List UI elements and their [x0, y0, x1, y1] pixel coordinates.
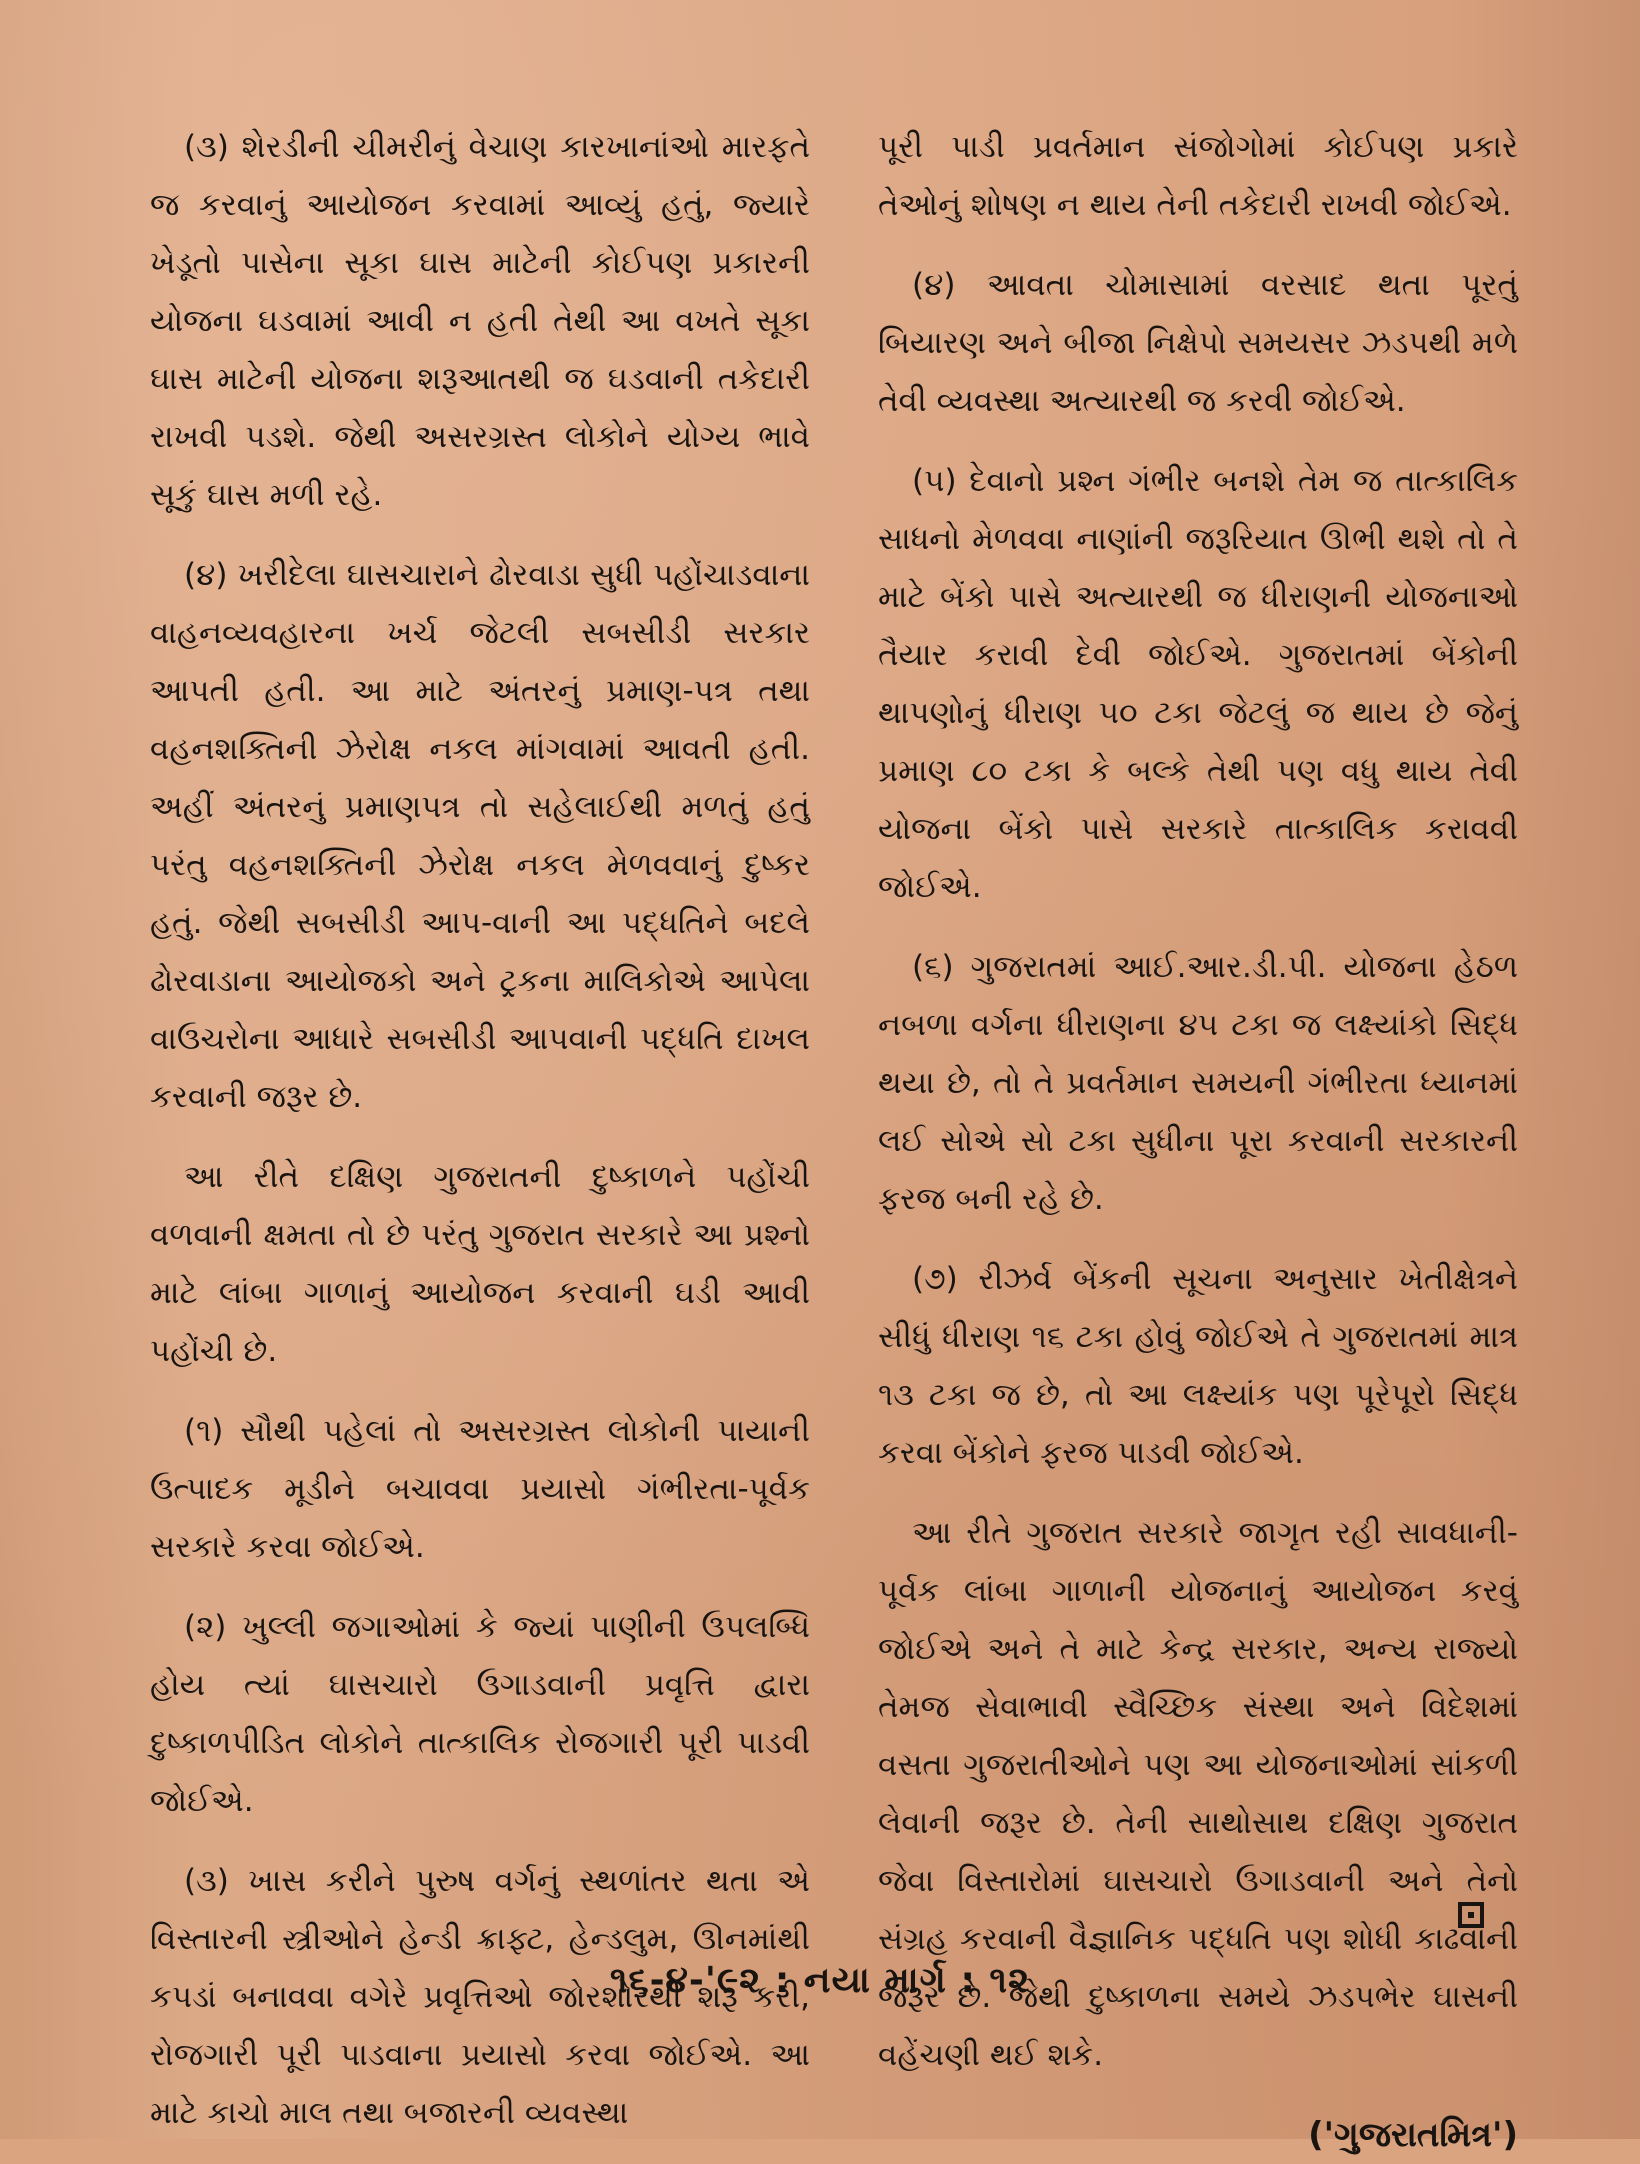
left-column: [150, 118, 810, 2164]
page-footer: ૧૬-૪-'૯૨ : નયા માર્ગ : ૧૨: [609, 1960, 1031, 2001]
paragraph: (૫) દેવાનો પ્રશ્ન ગંભીર બનશે તેમ જ તાત્કાલિક સાધનો મેળવવા નાણાંની જરૂરિયાત ઊભી થશે તો તે માટે બેંકો પાસે અત્યારથી જ ધીરાણની યોજનાઓ તૈયાર કરાવી દેવી જોઈએ. ગુજરાતમાં બેંકોની થાપણોનું ધીરાણ ૫૦ ટકા જેટલું જ થાય છે જેનું પ્રમાણ ૮૦ ટકા કે બલ્કે તેથી પણ વધુ થાય તેવી યોજના બેંકો પાસે સરકારે તાત્કાલિક કરાવવી જોઈએ.: [878, 463, 1518, 905]
paragraph: (૧) સૌથી પહેલાં તો અસરગ્રસ્ત લોકોની પાયાની ઉત્પાદક મૂડીને બચાવવા પ્રયાસો ગંભીરતા-પૂર્વક સરકારે કરવા જોઈએ.: [150, 1413, 810, 1565]
paragraph: (૭) રીઝર્વ બેંકની સૂચના અનુસાર ખેતીક્ષેત્રને સીધું ધીરાણ ૧૬ ટકા હોવું જોઈએ તે ગુજરાતમાં માત્ર ૧૩ ટકા જ છે, તો આ લક્ષ્યાંક પણ પૂરેપૂરો સિદ્ધ કરવા બેંકોને ફરજ પાડવી જોઈએ.: [878, 1261, 1518, 1471]
paragraph: (૩) શેરડીની ચીમરીનું વેચાણ કારખાનાંઓ મારફતે જ કરવાનું આયોજન કરવામાં આવ્યું હતું, જ્યારે ખેડૂતો પાસેના સૂકા ઘાસ માટેની કોઈપણ પ્રકારની યોજના ઘડવામાં આવી ન હતી તેથી આ વખતે સૂકા ઘાસ માટેની યોજના શરૂઆતથી જ ઘડવાની તકેદારી રાખવી પડશે. જેથી અસરગ્રસ્ત લોકોને યોગ્ય ભાવે સૂકું ઘાસ મળી રહે.: [150, 129, 810, 513]
paragraph: (૪) ખરીદેલા ઘાસચારાને ઢોરવાડા સુધી પહોંચાડવાના વાહનવ્યવહારના ખર્ચ જેટલી સબસીડી સરકાર આપતી હતી. આ માટે અંતરનું પ્રમાણ-પત્ર તથા વહનશક્તિની ઝેરોક્ષ નકલ માંગવામાં આવતી હતી. અહીં અંતરનું પ્રમાણપત્ર તો સહેલાઈથી મળતું હતું પરંતુ વહનશક્તિની ઝેરોક્ષ નકલ મેળવવાનું દુષ્કર હતું. જેથી સબસીડી આપ-વાની આ પદ્ધતિને બદલે ઢોરવાડાના આયોજકો અને ટ્રકના માલિકોએ આપેલા વાઉચરોના આધારે સબસીડી આપવાની પદ્ધતિ દાખલ કરવાની જરૂર છે.: [150, 557, 810, 1115]
right-column: [878, 118, 1518, 2164]
paragraph: પૂરી પાડી પ્રવર્તમાન સંજોગોમાં કોઈપણ પ્રકારે તેઓનું શોષણ ન થાય તેની તકેદારી રાખવી જોઈએ.: [878, 129, 1518, 223]
paragraph: આ રીતે ગુજરાત સરકારે જાગૃત રહી સાવધાની-પૂર્વક લાંબા ગાળાની યોજનાનું આયોજન કરવું જોઈએ અને તે માટે કેન્દ્ર સરકાર, અન્ય રાજ્યો તેમજ સેવાભાવી સ્વૈચ્છિક સંસ્થા અને વિદેશમાં વસતા ગુજરાતીઓને પણ આ યોજનાઓમાં સાંકળી લેવાની જરૂર છે. તેની સાથોસાથ દક્ષિણ ગુજરાત જેવા વિસ્તારોમાં ઘાસચારો ઉગાડવાની અને તેનો સંગ્રહ કરવાની વૈજ્ઞાનિક પદ્ધતિ પણ શોધી કાઢવાની જરૂર છે. જેથી દુષ્કાળના સમયે ઝડપભેર ઘાસની વહેંચણી થઈ શકે.: [878, 1515, 1518, 2073]
end-of-article-icon: [1458, 1902, 1484, 1928]
paragraph: (૪) આવતા ચોમાસામાં વરસાદ થતા પૂરતું બિયારણ અને બીજા નિક્ષેપો સમયસર ઝડપથી મળે તેવી વ્યવસ્થા અત્યારથી જ કરવી જોઈએ.: [878, 267, 1518, 419]
source-credit: ('ગુજરાતમિત્ર'): [1308, 2115, 1518, 2155]
paragraph: (૨) ખુલ્લી જગાઓમાં કે જ્યાં પાણીની ઉપલબ્ધિ હોય ત્યાં ઘાસચારો ઉગાડવાની પ્રવૃત્તિ દ્વારા દુષ્કાળપીડિત લોકોને તાત્કાલિક રોજગારી પૂરી પાડવી જોઈએ.: [150, 1609, 810, 1819]
paragraph: (૩) ખાસ કરીને પુરુષ વર્ગનું સ્થળાંતર થતા એ વિસ્તારની સ્ત્રીઓને હેન્ડી ક્રાફ્ટ, હેન્ડલુમ, ઊનમાંથી કપડાં બનાવવા વગેરે પ્રવૃત્તિઓ જોરશોરથી શરૂ કરી, રોજગારી પૂરી પાડવાના પ્રયાસો કરવા જોઈએ. આ માટે કાચો માલ તથા બજારની વ્યવસ્થા: [150, 1863, 810, 2131]
paragraph: (૬) ગુજરાતમાં આઈ.આર.ડી.પી. યોજના હેઠળ નબળા વર્ગના ધીરાણના ૪૫ ટકા જ લક્ષ્યાંકો સિદ્ધ થયા છે, તો તે પ્રવર્તમાન સમયની ગંભીરતા ધ્યાનમાં લઈ સોએ સો ટકા સુધીના પૂરા કરવાની સરકારની ફરજ બની રહે છે.: [878, 949, 1518, 1217]
paragraph: આ રીતે દક્ષિણ ગુજરાતની દુષ્કાળને પહોંચી વળવાની ક્ષમતા તો છે પરંતુ ગુજરાત સરકારે આ પ્રશ્નો માટે લાંબા ગાળાનું આયોજન કરવાની ઘડી આવી પહોંચી છે.: [150, 1159, 810, 1369]
